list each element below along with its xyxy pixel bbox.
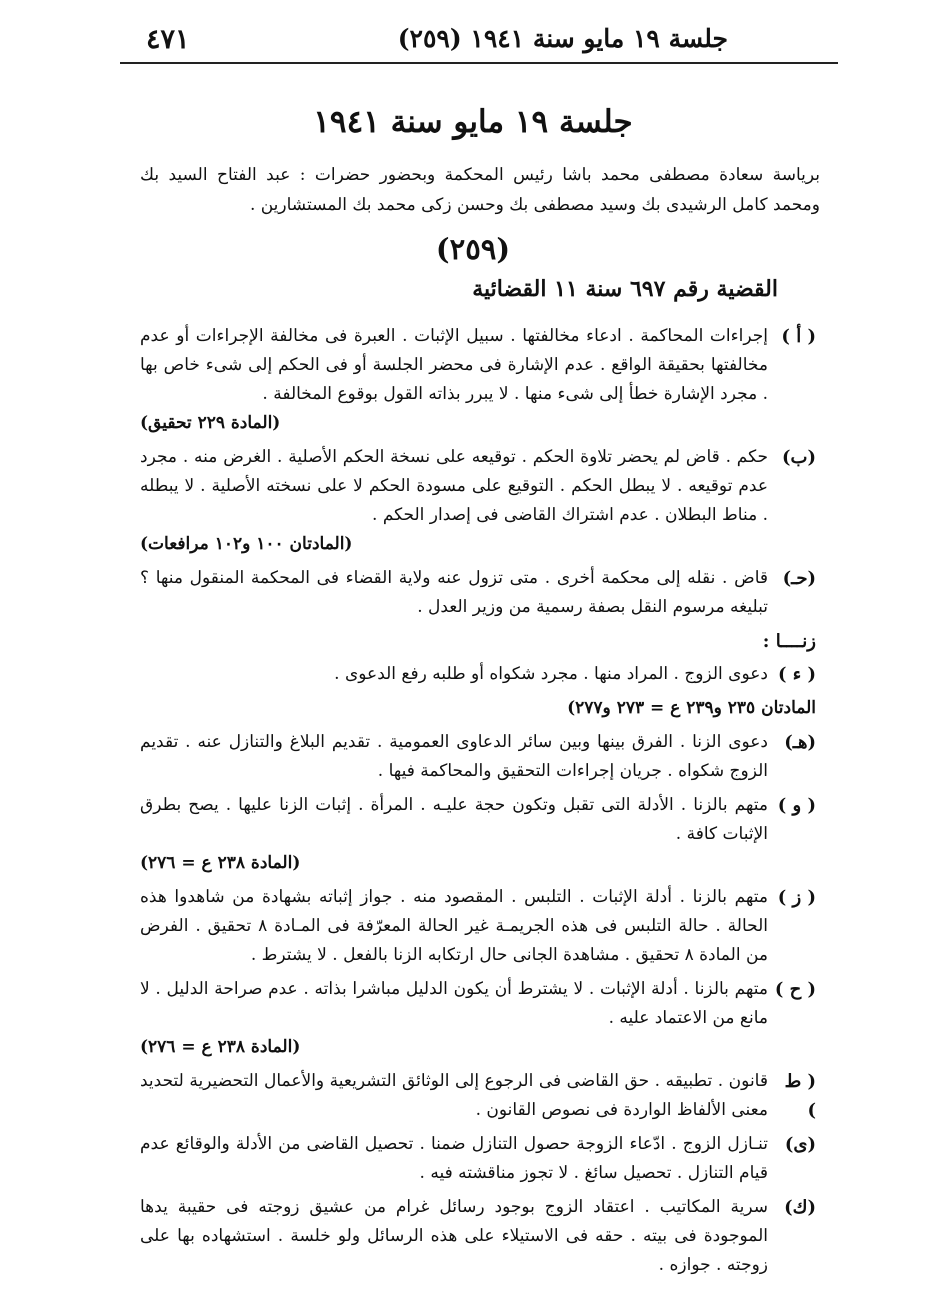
case-number: (٢٥٩) — [435, 232, 511, 266]
headnote-text: متهم بالزنا . أدلة الإثبات . لا يشترط أن يكون الدليل مباشرا بذاته . عدم صراحة الدليل . لا مانع من الاعتماد عليه . — [140, 979, 768, 1028]
statute-reference: (المادة ٢٣٨ ع = ٢٧٦) — [140, 1037, 301, 1057]
headnote-item — [140, 791, 816, 878]
headnote-item — [140, 1067, 816, 1125]
headnote-text: متهم بالزنا . الأدلة التى تقبل وتكون حجة عليـه . المرأة . إثبات الزنا عليها . يصح بطرق الإثبات كافة . — [140, 795, 768, 844]
headnote-letter: (ى) — [784, 1134, 816, 1155]
headnote-item — [140, 564, 816, 622]
headnote-item — [140, 443, 816, 559]
presiding-judges: برياسة سعادة مصطفى محمد باشا رئيس المحكمة وبحضور حضرات : عبد الفتاح السيد بك ومحمد كامل الرشيدى بك وسيد مصطفى بك وحسن زكى محمد بك المستشارين . — [140, 165, 820, 215]
headnote-text: تنـازل الزوج . ادّعاء الزوجة حصول التنازل ضمنا . تحصيل القاضى من الأدلة والوقائع عدم قيام التنازل . تحصيل سائغ . لا تجوز مناقشته فيه . — [140, 1134, 768, 1183]
statute-reference: المادتان ٢٣٥ و٢٣٩ ع = ٢٧٣ و٢٧٧) — [567, 698, 816, 718]
headnote-text: قانون . تطبيقه . حق القاضى فى الرجوع إلى الوثائق التشريعية والأعمال التحضيرية لتحديد معنى الألفاظ الواردة فى نصوص القانون . — [140, 1071, 768, 1120]
headnote-letter: ( و ) — [777, 795, 816, 816]
subject-label: زنــــا : — [762, 631, 816, 652]
headnote-item — [140, 883, 816, 970]
statute-reference: (المادة ٢٢٩ تحقيق) — [140, 413, 281, 433]
statute-reference: (المادة ٢٣٨ ع = ٢٧٦) — [140, 853, 301, 873]
headnote-text: متهم بالزنا . أدلة الإثبات . التلبس . المقصود منه . جواز إثباته بشهادة من شاهدوا هذه الحالة . حالة التلبس فى هذه الجريمـة غير الحالة المعرّفة فى المـادة ٨ تحقيق . الفرض من المادة ٨ تحقيق . مشاهدة الجانى حال ارتكابه الزنا بالفعل . لا يشترط . — [140, 887, 769, 965]
headnote-letter: (هـ) — [784, 732, 816, 753]
headnote-item — [140, 728, 816, 786]
session-title: جلسة ١٩ مايو سنة ١٩٤١ — [313, 104, 633, 140]
statute-reference: (المادتان ١٠٠ و١٠٢ مرافعات) — [140, 534, 353, 554]
header-rule — [120, 62, 838, 64]
headnote-letter: ( ط ) — [784, 1071, 816, 1121]
headnote-text: دعوى الزنا . الفرق بينها وبين سائر الدعاوى العمومية . تقديم البلاغ والتنازل عنه . تقديم الزوج شكواه . جريان إجراءات التحقيق والمحاكمة فيها . — [140, 732, 768, 781]
headnote-text: حكم . قاض لم يحضر تلاوة الحكم . توقيعه على نسخة الحكم الأصلية . الغرض منه . مجرد عدم توقيعه . لا يبطل الحكم . التوقيع على مسودة الحكم لا على نسخته الأصلية . لا يبطله . مناط البطلان . عدم اشتراك القاضى فى إصدار الحكم . — [140, 447, 768, 525]
headnote-item — [140, 975, 816, 1062]
case-reference: القضية رقم ٦٩٧ سنة ١١ القضائية — [472, 276, 778, 302]
running-title: جلسة ١٩ مايو سنة ١٩٤١ (٢٥٩) — [397, 24, 728, 53]
headnote-text: إجراءات المحاكمة . ادعاء مخالفتها . سبيل الإثبات . العبرة فى مخالفة الإجراءات أو عدم مخالفتها بحقيقة الواقع . عدم الإشارة فى محضر الجلسة أو فى الحكم إلى شىء خاص بها . مجرد الإشارة خطأ إلى شىء منها . لا يبرر بذاته القول بوقوع المخالفة . — [140, 326, 768, 404]
page-number: ٤٧١ — [146, 24, 190, 55]
headnote-letter: ( أ ) — [781, 326, 816, 347]
headnote-item — [140, 1130, 816, 1188]
headnote-letter: (ب) — [782, 447, 816, 468]
headnote-letter: ( ح ) — [774, 979, 816, 1000]
headnote-letter: (حـ) — [782, 568, 816, 589]
headnote-item — [140, 660, 816, 689]
headnote-text: دعوى الزوج . المراد منها . مجرد شكواه أو طلبه رفع الدعوى . — [334, 664, 768, 684]
headnote-letter: ( ز ) — [777, 887, 816, 908]
headnotes — [140, 322, 816, 1285]
headnote-item — [140, 322, 816, 438]
headnote-text: قاض . نقله إلى محكمة أخرى . متى تزول عنه ولاية القضاء فى المحكمة المنقول منها ؟ تبليغه مرسوم النقل بصفة رسمية من وزير العدل . — [140, 568, 768, 617]
headnote-letter: ( ء ) — [777, 664, 816, 685]
running-header — [118, 14, 838, 64]
headnote-letter: (ك) — [784, 1197, 816, 1218]
headnote-item — [140, 1193, 816, 1280]
headnote-text: سرية المكاتيب . اعتقاد الزوج بوجود رسائل غرام من عشيق زوجته فى حقيبة يدها الموجودة فى بيته . حقه فى الاستيلاء على هذه الرسائل ولو خلسة . استشهاده بها على زوجته . جوازه . — [140, 1197, 768, 1275]
